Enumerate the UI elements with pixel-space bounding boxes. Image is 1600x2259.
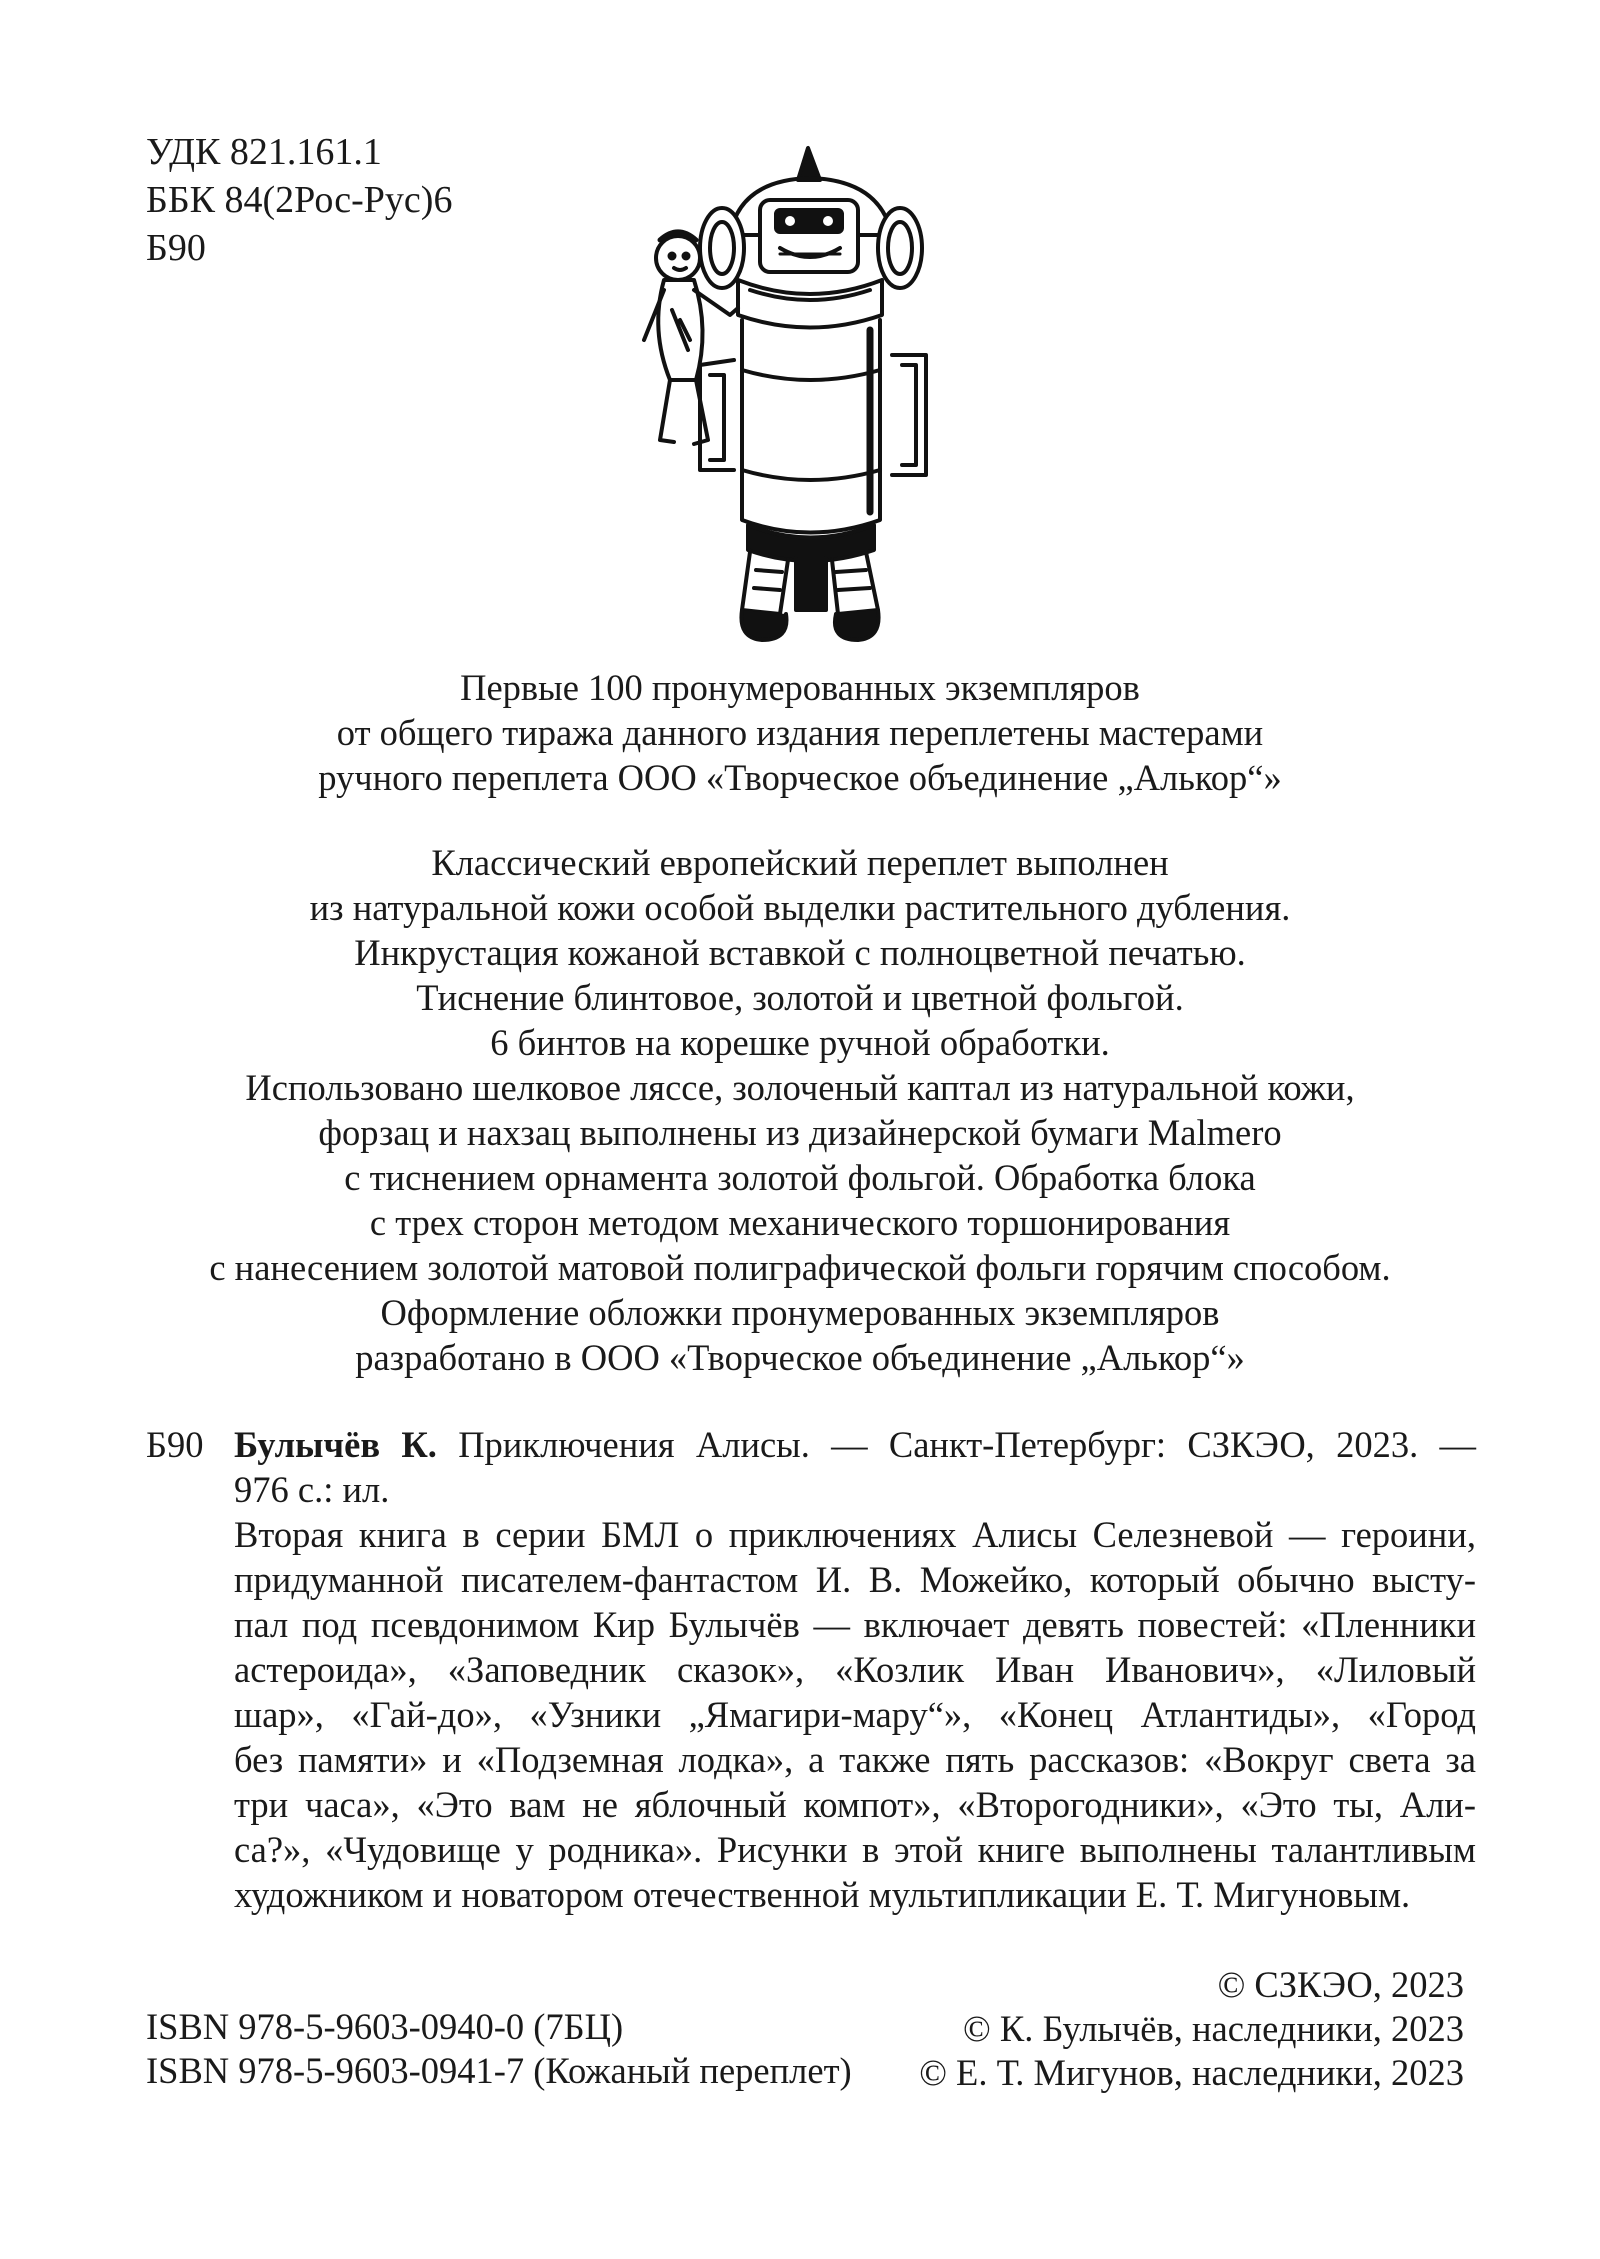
binding-note-line: с трех сторон методом механического торшонирования xyxy=(369,1202,1231,1243)
binding-note xyxy=(100,840,1500,1380)
bib-title-line xyxy=(234,1422,1476,1467)
annotation-line: Вторая книга в серии БМЛ о приключениях Алисы Селезневой — героини, xyxy=(234,1514,1476,1555)
binding-note-line: Классический европейский переплет выполнен xyxy=(431,842,1169,883)
annotation-line: придуманной писателем-фантастом И. В. Можейко, который обычно высту- xyxy=(234,1559,1476,1600)
udk-code: УДК 821.161.1 xyxy=(146,131,382,173)
annotation-line: шар», «Гай-до», «Узники „Ямагири-мару“», «Конец Атлантиды», «Город xyxy=(234,1694,1476,1735)
edition-note-line: ручного переплета ООО «Творческое объединение „Алькор“» xyxy=(318,757,1282,798)
bib-description xyxy=(234,1422,1476,1917)
isbn-line: ISBN 978-5-9603-0940-0 (7БЦ) xyxy=(146,2006,624,2047)
binding-note-line: с нанесением золотой матовой полиграфической фольги горячим способом. xyxy=(209,1247,1391,1288)
annotation-line: пал под псевдонимом Кир Булычёв — включает девять повестей: «Пленники xyxy=(234,1604,1476,1645)
bbk-code: ББК 84(2Рос-Рус)6 xyxy=(146,179,453,221)
binding-note-line: Тиснение блинтовое, золотой и цветной фольгой. xyxy=(416,977,1184,1018)
bib-pages: 976 с.: ил. xyxy=(234,1469,390,1510)
author-mark: Б90 xyxy=(146,227,206,269)
isbn-line: ISBN 978-5-9603-0941-7 (Кожаный переплет) xyxy=(146,2050,852,2091)
binding-note-line: 6 бинтов на корешке ручной обработки. xyxy=(490,1022,1110,1063)
binding-note-line: из натуральной кожи особой выделки растительного дубления. xyxy=(309,887,1291,928)
bib-author: Булычёв К. xyxy=(234,1424,437,1465)
copyright-line: © Е. Т. Мигунов, наследники, 2023 xyxy=(919,2052,1464,2093)
annotation-line: астероида», «Заповедник сказок», «Козлик Иван Иванович», «Лиловый xyxy=(234,1649,1476,1690)
edition-note xyxy=(100,665,1500,800)
bib-author-mark: Б90 xyxy=(146,1424,204,1465)
annotation-line: художником и новатором отечественной мультипликации Е. Т. Мигуновым. xyxy=(234,1874,1411,1915)
binding-note-line: форзац и нахзац выполнены из дизайнерской бумаги Malmero xyxy=(318,1112,1282,1153)
annotation-line: три часа», «Это вам не яблочный компот», «Второгодники», «Это ты, Али- xyxy=(234,1784,1476,1825)
isbn-block xyxy=(146,2005,852,2093)
copyright-block xyxy=(919,1963,1464,2095)
binding-note-line: разработано в ООО «Творческое объединение „Алькор“» xyxy=(355,1337,1245,1378)
edition-note-line: Первые 100 пронумерованных экземпляров xyxy=(460,667,1140,708)
binding-note-line: Оформление обложки пронумерованных экземпляров xyxy=(380,1292,1220,1333)
copyright-line: © СЗКЭО, 2023 xyxy=(1217,1964,1464,2005)
classification-codes xyxy=(146,128,452,272)
annotation-line: без памяти» и «Подземная лодка», а также пять рассказов: «Вокруг света за xyxy=(234,1739,1476,1780)
binding-note-line: Использовано шелковое ляссе, золоченый каптал из натуральной кожи, xyxy=(245,1067,1355,1108)
binding-note-line: Инкрустация кожаной вставкой с полноцветной печатью. xyxy=(354,932,1246,973)
bib-annotation xyxy=(234,1512,1476,1917)
copyright-line: © К. Булычёв, наследники, 2023 xyxy=(963,2008,1464,2049)
bib-title: Приключения Алисы. — Санкт-Петербург: СЗКЭО, 2023. — xyxy=(458,1424,1476,1465)
annotation-line: са?», «Чудовище у родника». Рисунки в этой книге выполнены талантливым xyxy=(234,1829,1476,1870)
binding-note-line: с тиснением орнамента золотой фольгой. Обработка блока xyxy=(344,1157,1256,1198)
robot-illustration xyxy=(630,140,960,660)
edition-note-line: от общего тиража данного издания переплетены мастерами xyxy=(336,712,1264,753)
